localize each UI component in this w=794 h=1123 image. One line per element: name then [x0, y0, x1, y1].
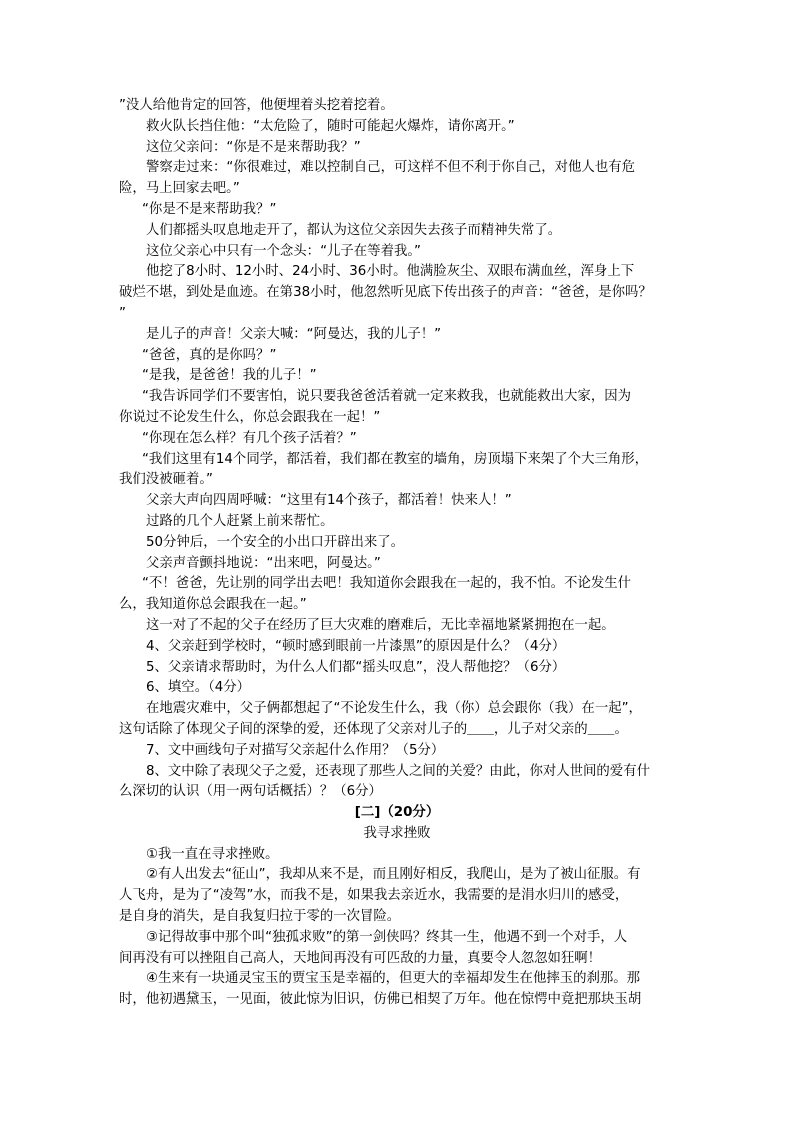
text-line: “是我，是爸爸！我的儿子！”: [142, 368, 317, 384]
question-4: 4、父亲赶到学校时，“顿时感到眼前一片漆黑”的原因是什么？（4分）: [146, 638, 566, 654]
text-line: 间再没有可以挫阻自己高人，天地间再没有可匹敌的力量，真要令人忽忽如狂啊！: [119, 950, 602, 966]
text-line: 这一对了不起的父子在经历了巨大灾难的磨难后，无比幸福地紧紧拥抱在一起。: [146, 617, 615, 633]
text-line: 这位父亲心中只有一个念头：“儿子在等着我。”: [146, 243, 421, 259]
text-line: ③记得故事中那个叫“独孤求败”的第一剑侠吗？终其一生，他遇不到一个对手，人: [146, 929, 628, 945]
text-line: 50分钟后，一个安全的小出口开辟出来了。: [146, 534, 405, 550]
document-page: [119, 96, 675, 1011]
text-line: “我告诉同学们不要害怕，说只要我爸爸活着就一定来救我，也就能救出大家，因为: [142, 389, 631, 405]
text-line: 你说过不论发生什么，你总会跟我在一起！”: [119, 409, 381, 425]
text-line: 么，我知道你总会跟我在一起。”: [119, 597, 307, 613]
text-line: ②有人出发去“征山”，我却从来不是，而且刚好相反，我爬山，是为了被山征服。有: [146, 867, 641, 883]
text-line: 破烂不堪，到处是血迹。在第38小时，他忽然听见底下传出孩子的声音：“爸爸，是你吗？: [119, 285, 652, 301]
text-line: 父亲大声向四周呼喊：“这里有14个孩子，都活着！快来人！”: [146, 493, 512, 509]
text-line: 是儿子的声音！父亲大喊：“阿曼达，我的儿子！”: [146, 326, 442, 342]
text-line: 父亲声音颤抖地说：“出来吧，阿曼达。”: [146, 555, 381, 571]
text-line: ④生来有一块通灵宝玉的贾宝玉是幸福的，但更大的幸福却发生在他摔玉的刹那。那: [146, 971, 641, 987]
text-line: 这位父亲问：“你是不是来帮助我？”: [146, 139, 361, 155]
text-line: 是自身的消失，是自我复归拉于零的一次冒险。: [119, 909, 401, 925]
text-line: 时，他初遇黛玉，一见面，彼此惊为旧识，仿佛已相契了万年。他在惊愕中竟把那块玉胡: [119, 992, 642, 1008]
text-line: 过路的几个人赶紧上前来帮忙。: [146, 513, 334, 529]
question-6: 6、填空。（4分）: [146, 680, 251, 696]
question-5: 5、父亲请求帮助时，为什么人们都“摇头叹息”，没人帮他挖？（6分）: [146, 659, 566, 675]
text-line: ”: [119, 305, 126, 321]
text-line: ”没人给他肯定的回答，他便埋着头挖着挖着。: [119, 98, 394, 113]
text-line: 救火队长挡住他：“太危险了，随时可能起火爆炸，请你离开。”: [146, 118, 515, 134]
text-line: 人飞舟，是为了“凌驾”水，而我不是，如果我去亲近水，我需要的是涓水归川的感受，: [119, 888, 629, 904]
question-7: 7、文中画线句子对描写父亲起什么作用？（5分）: [146, 742, 445, 758]
text-line: 我们没被砸着。”: [119, 472, 213, 488]
question-8: 8、文中除了表现父子之爱，还表现了那些人之间的关爱？由此，你对人世间的爱有什: [146, 763, 650, 779]
text-line: 这句话除了体现父子间的深挚的爱，还体现了父亲对儿子的＿＿，儿子对父亲的＿＿。: [119, 721, 628, 737]
text-line: “不！爸爸，先让别的同学出去吧！我知道你会跟我在一起的，我不怕。不论发生什: [142, 576, 631, 592]
text-line: 险，马上回家去吧。”: [119, 181, 240, 197]
section-heading: [二]（20分）: [354, 805, 440, 821]
text-line: 警察走过来：“你很难过，难以控制自己，可这样不但不利于你自己，对他人也有危: [146, 160, 635, 176]
text-line: “你是不是来帮助我？”: [142, 201, 277, 217]
text-line: “你现在怎么样？有几个孩子活着？”: [142, 430, 357, 446]
text-line: “我们这里有14个同学，都活着，我们都在教室的墙角，房顶塌下来架了个大三角形，: [142, 451, 649, 467]
text-line: ①我一直在寻求挫败。: [146, 846, 279, 862]
article-title: 我寻求挫败: [363, 825, 431, 841]
text-line: 在地震灾难中，父子俩都想起了“不论发生什么，我（你）总会跟你（我）在一起”，: [146, 701, 642, 717]
text-line: 人们都摇头叹息地走开了，都认为这位父亲因失去孩子而精神失常了。: [146, 222, 562, 238]
text-line: 他挖了8小时、12小时、24小时、36小时。他满脸灰尘、双眼布满血丝，浑身上下: [146, 264, 635, 280]
text-line: 么深切的认识（用一两句话概括）？（6分）: [119, 784, 382, 800]
text-line: “爸爸，真的是你吗？”: [142, 347, 277, 363]
